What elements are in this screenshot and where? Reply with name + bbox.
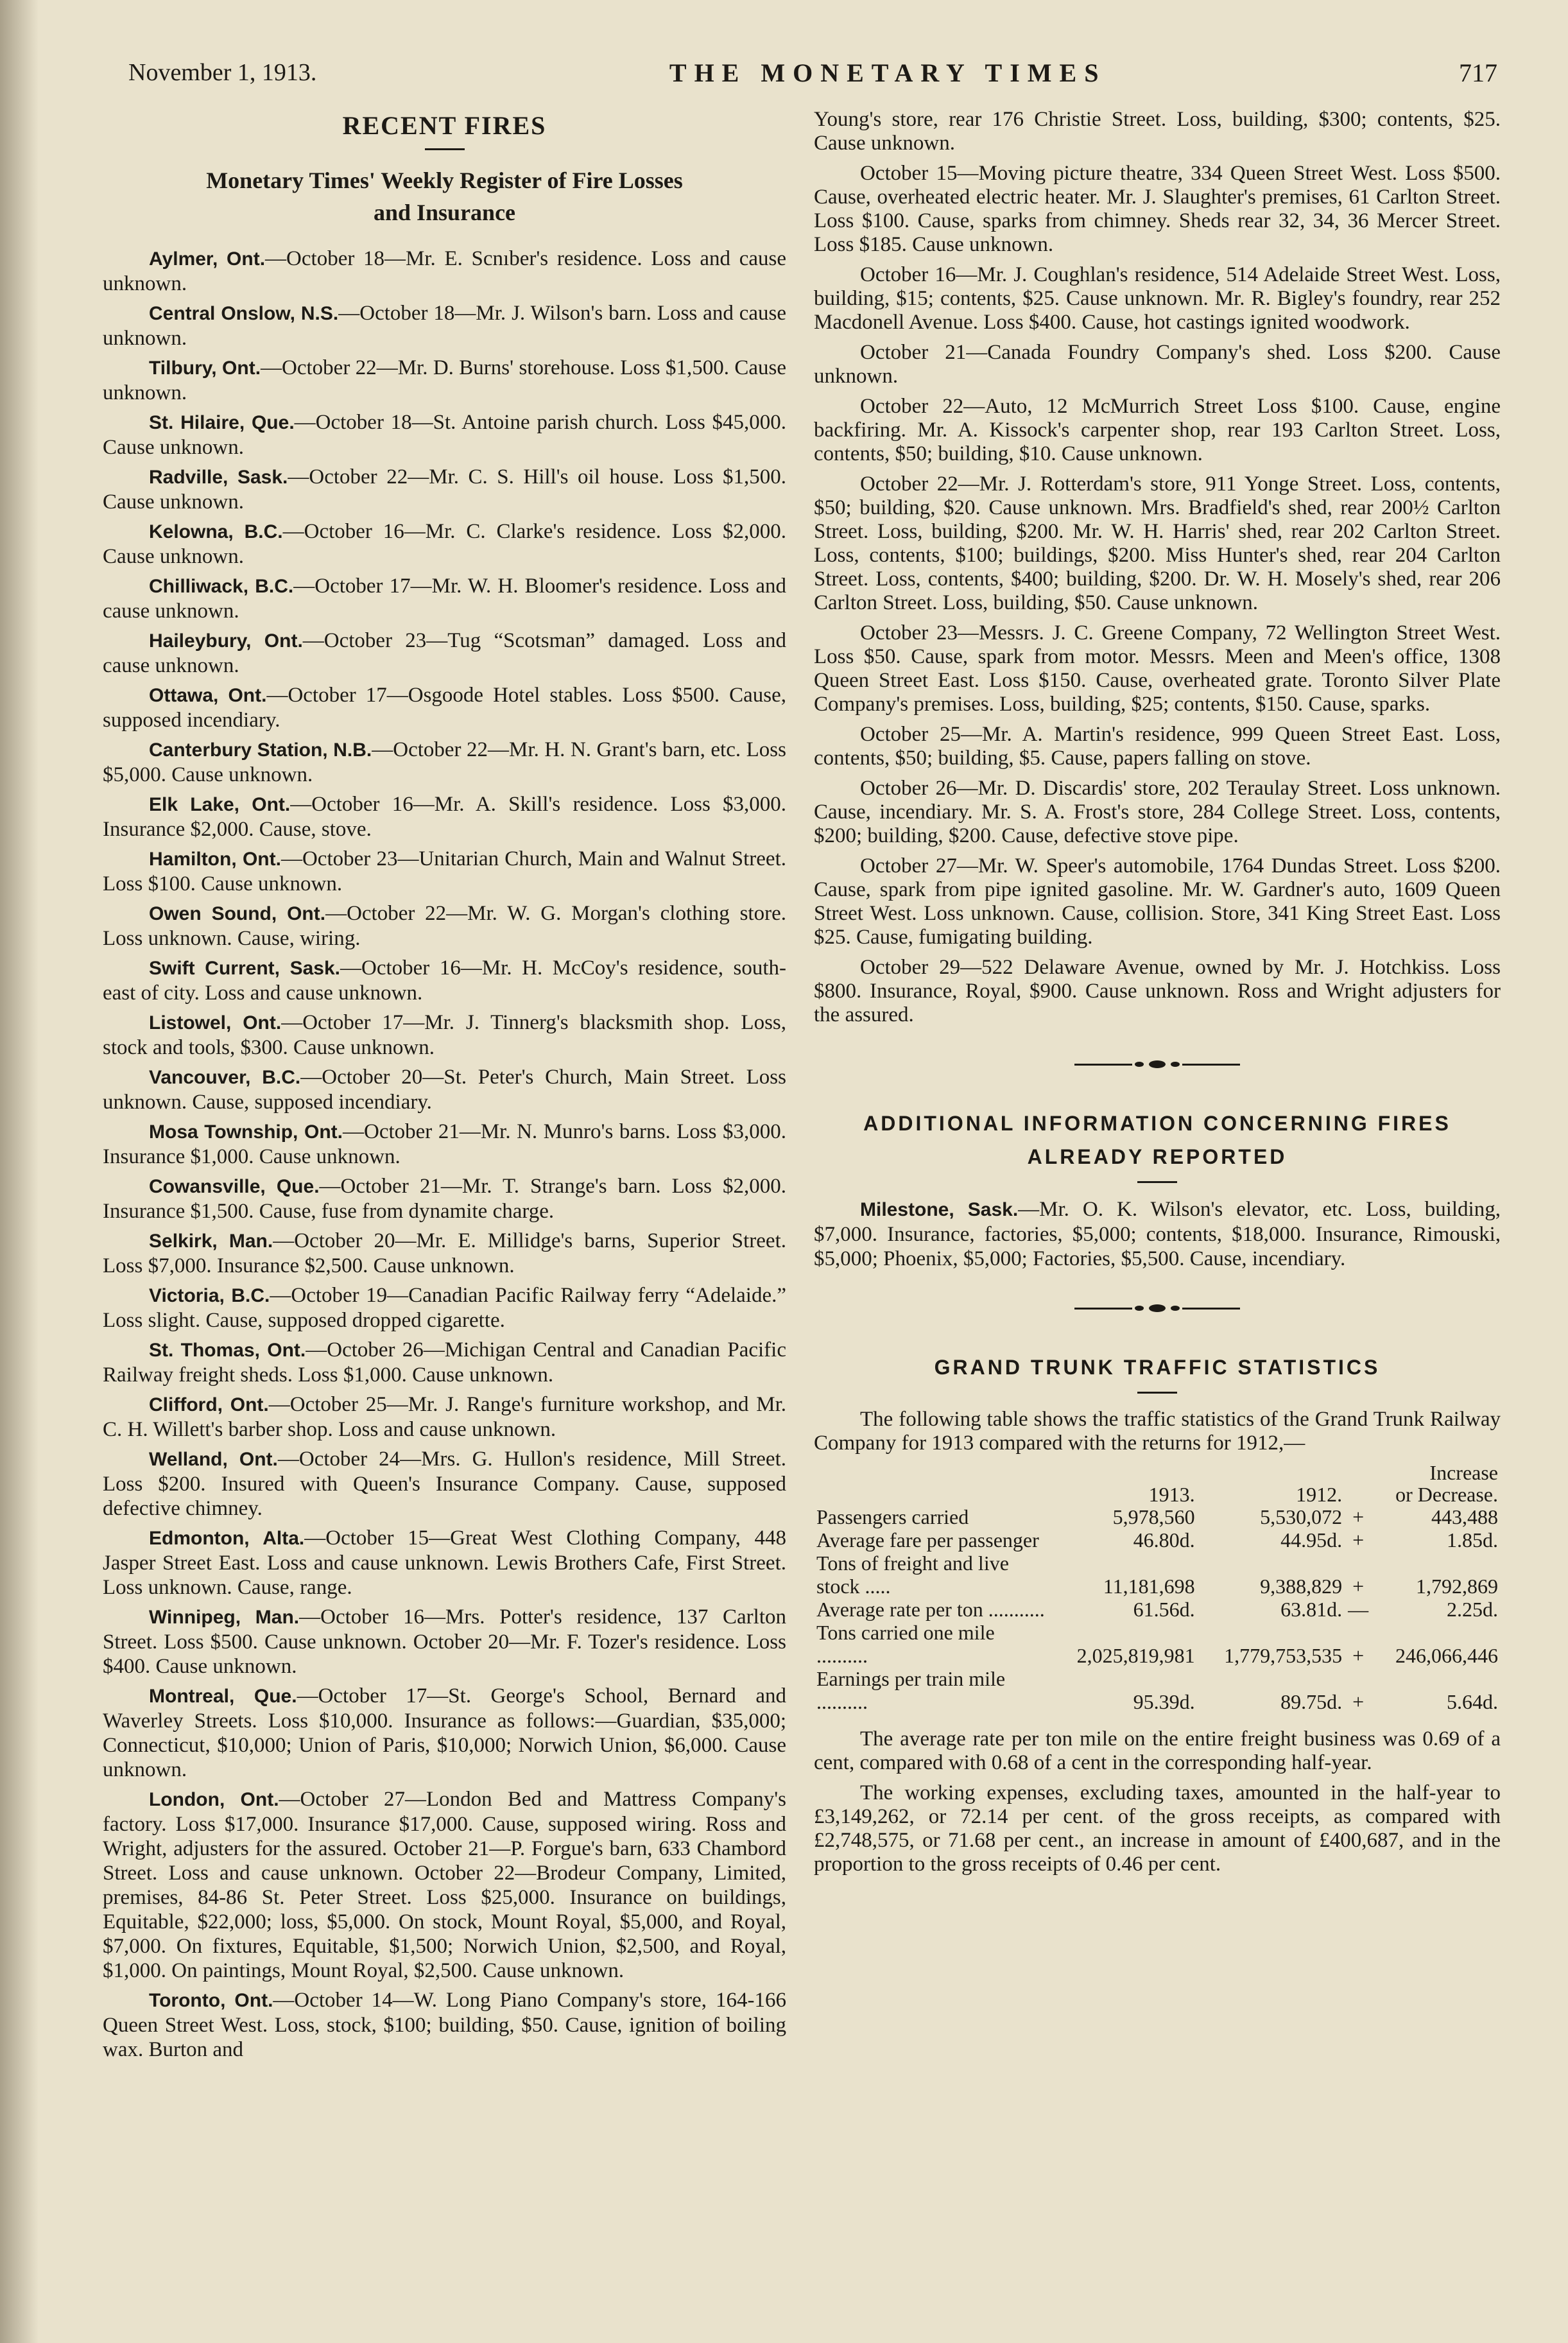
table-row (814, 1667, 1501, 1713)
toronto-paragraph: October 23—Messrs. J. C. Greene Company, 72 Wellington Street West. Loss $50. Cause, spark from motor. Messrs. Meen and Meen's office, 1308 Queen Street East. Loss $150. Cause, overheated grate. Toronto Silver Plate Company's premises. Loss, building, $25; contents, $150. Cause, sparks. (814, 621, 1501, 716)
page-number: 717 (1458, 58, 1497, 87)
fire-entry (103, 410, 786, 460)
fire-entry (103, 956, 786, 1005)
col-header: 1913. (1148, 1483, 1195, 1506)
entry-place: Winnipeg, Man. (149, 1607, 300, 1628)
entry-text: —October 16—Mr. A. Skill's residence. Loss $3,000. Insurance $2,000. Cause, stove. (103, 793, 786, 841)
fire-register-list (103, 246, 786, 2062)
additional-entry (814, 1197, 1501, 1271)
entry-text: —October 27—London Bed and Mattress Company's factory. Loss $17,000. Insurance $17,000. Cause, supposed wiring. Ross and Wright, adjusters for the assured. October 21—P. Forgue's barn, 633 Chambord Street. Loss and cause unknown. October 22—Brodeur Company, Limited, premises, 84-86 St. Peter Street. Loss $25,000. Insurance on buildings, Equitable, $22,000; loss, $5,000. On stock, Mount Royal, $5,000, and Royal, $7,000. On fixtures, Equitable, $1,500; Norwich Union, $2,500, and Royal, $1,000. On paintings, Mount Royal, $2,500. Cause unknown. (103, 1788, 786, 1982)
entry-place: Chilliwack, B.C. (149, 576, 294, 597)
divider (1137, 1392, 1177, 1394)
table-row (814, 1528, 1501, 1552)
entry-text: —October 20—Mr. E. Millidge's barns, Superior Street. Loss $7,000. Insurance $2,500. Cause unknown. (103, 1229, 786, 1277)
entry-text: —October 16—Mr. H. McCoy's residence, south-east of city. Loss and cause unknown. (103, 956, 786, 1005)
cell-sign: + (1352, 1528, 1365, 1552)
toronto-paragraph: October 25—Mr. A. Martin's residence, 999 Queen Street East. Loss, contents, $50; building, $5. Cause, papers falling on stove. (814, 723, 1501, 770)
cell-sign: + (1352, 1575, 1365, 1598)
fire-entry (103, 1447, 786, 1521)
fire-entry (103, 1684, 786, 1782)
entry-place: Welland, Ont. (149, 1449, 278, 1470)
subtitle-line: Monetary Times' Weekly Register of Fire Losses (206, 168, 683, 193)
entry-place: Vancouver, B.C. (149, 1067, 301, 1088)
cell-change: 5.64d. (1447, 1690, 1498, 1713)
title-line: ALREADY REPORTED (1027, 1145, 1288, 1168)
fire-entry (103, 847, 786, 896)
fire-entry (103, 301, 786, 350)
entry-place: Central Onslow, N.S. (149, 303, 339, 324)
cell-v1912: 1,779,753,535 (1224, 1644, 1343, 1667)
entry-place: Clifford, Ont. (149, 1394, 269, 1415)
entry-text: —October 17—Mr. W. H. Bloomer's residence. Loss and cause unknown. (103, 575, 786, 623)
entry-place: Radville, Sask. (149, 467, 288, 488)
fire-entry (103, 1010, 786, 1060)
entry-text: —October 18—Mr. E. Scnıber's residence. Loss and cause unknown. (103, 247, 787, 295)
right-column (814, 108, 1501, 1883)
cell-sign: + (1352, 1644, 1365, 1667)
entry-place: London, Ont. (149, 1789, 279, 1810)
publication-title: THE MONETARY TIMES (669, 58, 1107, 87)
fire-entry (103, 792, 786, 842)
entry-place: Edmonton, Alta. (149, 1528, 305, 1549)
entry-text: —October 21—Mr. T. Strange's barn. Loss $2,000. Insurance $1,500. Cause, fuse from dynamite charge. (103, 1175, 786, 1223)
ornament-divider (814, 1304, 1501, 1312)
entry-place: Toronto, Ont. (149, 1990, 273, 2011)
entry-text: —October 22—Mr. D. Burns' storehouse. Loss $1,500. Cause unknown. (103, 356, 786, 404)
cell-v1912: 44.95d. (1280, 1528, 1343, 1552)
fire-entry (103, 1526, 786, 1600)
table-row (814, 1621, 1501, 1667)
toronto-paragraph: October 22—Mr. J. Rotterdam's store, 911 Yonge Street. Loss, contents, $50; building, $20. Cause unknown. Mrs. Bradfield's shed, rear 200½ Carlton Street. Loss, building, $200. Mr. W. H. Harris' shed, rear 202 Carlton Street. Loss, contents, $100; buildings, $200. Miss Hunter's shed, rear 204 Carlton Street. Loss, contents, $400; building, $200. Dr. W. H. Mosely's shed, rear 206 Carlton Street. Loss, building, $50. Cause unknown. (814, 472, 1501, 614)
cell-v1913: 46.80d. (1133, 1528, 1195, 1552)
col-header: Increase (1429, 1461, 1498, 1484)
entry-text: —October 18—St. Antoine parish church. Loss $45,000. Cause unknown. (103, 411, 786, 459)
entry-place: Victoria, B.C. (149, 1285, 270, 1306)
left-column (103, 108, 786, 2067)
entry-text: —October 22—Mr. C. S. Hill's oil house. Loss $1,500. Cause unknown. (103, 465, 786, 514)
entry-place: Canterbury Station, N.B. (149, 739, 372, 761)
entry-place: Kelowna, B.C. (149, 521, 283, 542)
fire-entry (103, 1065, 786, 1114)
fire-entry (103, 574, 786, 623)
toronto-paragraph: October 16—Mr. J. Coughlan's residence, 514 Adelaide Street West. Loss, building, $15; contents, $25. Cause unknown. Mr. R. Bigley's foundry, rear 252 Macdonell Avenue. Loss $400. Cause, hot castings ignited woodwork. (814, 263, 1501, 334)
entry-text: —October 15—Great West Clothing Company, 448 Jasper Street East. Loss and cause unknown. Lewis Brothers Cafe, First Street. Loss unknown. Cause, range. (103, 1526, 786, 1599)
entry-text: —October 22—Mr. W. G. Morgan's clothing store. Loss unknown. Cause, wiring. (103, 902, 786, 950)
fire-entry (103, 1229, 786, 1278)
cell-sign: + (1352, 1505, 1365, 1528)
traffic-title: GRAND TRUNK TRAFFIC STATISTICS (934, 1356, 1381, 1379)
running-header (128, 50, 1497, 95)
ornament-divider (814, 1060, 1501, 1068)
fire-entry (103, 1605, 786, 1679)
cell-v1913: 95.39d. (1133, 1690, 1195, 1713)
fire-entry (103, 628, 786, 678)
cell-change: 1.85d. (1447, 1528, 1498, 1552)
cell-v1912: 9,388,829 (1260, 1575, 1343, 1598)
fire-entry (103, 1283, 786, 1333)
cell-sign: + (1352, 1690, 1365, 1713)
fire-entry (103, 519, 786, 569)
title-line: ADDITIONAL INFORMATION CONCERNING FIRES (863, 1112, 1451, 1135)
entry-place: Mosa Township, Ont. (149, 1121, 343, 1143)
entry-place: Haileybury, Ont. (149, 630, 303, 652)
entry-text: —October 14—W. Long Piano Company's store, 164-166 Queen Street West. Loss, stock, $100; building, $50. Cause, ignition of boiling wax. Burton and (103, 1989, 786, 2061)
fire-entry (103, 246, 786, 296)
entry-place: Swift Current, Sask. (149, 958, 340, 979)
entry-text: —October 18—Mr. J. Wilson's barn. Loss and cause unknown. (103, 302, 786, 350)
entry-text: —October 24—Mrs. G. Hullon's residence, Mill Street. Loss $200. Insured with Queen's Insurance Company. Cause, supposed defective chimney. (103, 1448, 787, 1520)
toronto-paragraph: October 26—Mr. D. Discardis' store, 202 Teraulay Street. Loss unknown. Cause, incendiary. Mr. S. A. Frost's store, 284 College Street. Loss, contents, $200; building, $200. Cause, defective stove pipe. (814, 777, 1501, 847)
fire-entry (103, 683, 786, 732)
toronto-fires-continued (814, 108, 1501, 1027)
entry-text: —October 16—Mrs. Potter's residence, 137 Carlton Street. Loss $500. Cause unknown. October 20—Mr. F. Tozer's residence. Loss $400. Cause unknown. (103, 1605, 786, 1678)
cell-change: 1,792,869 (1416, 1575, 1498, 1598)
cell-v1913: 61.56d. (1133, 1598, 1195, 1621)
entry-place: Milestone, Sask. (860, 1199, 1019, 1220)
cell-v1912: 5,530,072 (1260, 1505, 1343, 1528)
entry-text: —October 23—Tug “Scotsman” damaged. Loss and cause unknown. (103, 629, 787, 677)
cell-v1912: 89.75d. (1280, 1690, 1343, 1713)
entry-text: —October 22—Mr. H. N. Grant's barn, etc. Loss $5,000. Cause unknown. (103, 738, 786, 786)
entry-text: —October 16—Mr. C. Clarke's residence. Loss $2,000. Cause unknown. (103, 520, 786, 568)
toronto-paragraph: October 29—522 Delaware Avenue, owned by Mr. J. Hotchkiss. Loss $800. Insurance, Royal, $900. Cause unknown. Ross and Wright adjusters for the assured. (814, 956, 1501, 1026)
entry-text: —October 19—Canadian Pacific Railway ferry “Adelaide.” Loss slight. Cause, supposed dropped cigarette. (103, 1284, 786, 1332)
fire-entry (103, 1338, 786, 1387)
fire-entry (103, 1174, 786, 1223)
entry-text: —October 25—Mr. J. Range's furniture workshop, and Mr. C. H. Willett's barber shop. Loss and cause unknown. (103, 1393, 786, 1441)
cell-label: Earnings per train mile .......... (816, 1667, 1006, 1713)
fire-entry (103, 465, 786, 514)
table-row (814, 1598, 1501, 1621)
entry-place: St. Hilaire, Que. (149, 412, 295, 433)
entry-text: —October 23—Unitarian Church, Main and Walnut Street. Loss $100. Cause unknown. (103, 847, 786, 895)
entry-place: Cowansville, Que. (149, 1176, 320, 1197)
entry-place: Selkirk, Man. (149, 1231, 273, 1252)
fire-entry (103, 356, 786, 405)
fire-entry (103, 1787, 786, 1983)
entry-place: Elk Lake, Ont. (149, 794, 291, 815)
traffic-intro: The following table shows the traffic statistics of the Grand Trunk Railway Company for 1913 compared with the returns for 1912,— (814, 1408, 1501, 1455)
fire-entry (103, 1988, 786, 2062)
table-row (814, 1505, 1501, 1528)
cell-label: Tons carried one mile .......... (816, 1621, 995, 1667)
entry-text: —October 26—Michigan Central and Canadian Pacific Railway freight sheds. Loss $1,000. Cause unknown. (103, 1338, 786, 1387)
toronto-paragraph: October 27—Mr. W. Speer's automobile, 1764 Dundas Street. Loss $200. Cause, spark from pipe ignited gasoline. Mr. W. Gardner's auto, 1609 Queen Street West. Loss unknown. Cause, collision. Store, 341 King Street East. Loss $25. Cause, fumigating building. (814, 854, 1501, 949)
entry-place: Ottawa, Ont. (149, 685, 267, 706)
entry-text: —Mr. O. K. Wilson's elevator, etc. Loss, building, $7,000. Insurance, factories, $5,000; contents, $18,000. Insurance, Rimouski, $5,000; Phoenix, $5,000; Factories, $5,500. Cause, incendiary. (814, 1198, 1501, 1270)
cell-label: Passengers carried (816, 1505, 969, 1528)
cell-label: Average rate per ton ........... (816, 1598, 1045, 1621)
additional-info-title (814, 1107, 1501, 1173)
col-header: 1912. (1296, 1483, 1343, 1506)
page-gutter (0, 0, 39, 2343)
entry-text: —October 20—St. Peter's Church, Main Street. Loss unknown. Cause, supposed incendiary. (103, 1066, 786, 1114)
entry-text: —October 17—Mr. J. Tinnerg's blacksmith shop. Loss, stock and tools, $300. Cause unknown. (103, 1011, 787, 1059)
toronto-paragraph: Young's store, rear 176 Christie Street. Loss, building, $300; contents, $25. Cause unknown. (814, 108, 1501, 155)
fire-entry (103, 738, 786, 787)
traffic-paragraph: The working expenses, excluding taxes, amounted in the half-year to £3,149,262, or 72.14 per cent. of the gross receipts, as compared with £2,748,575, or 71.68 per cent., an increase in amount of £400,687, and in the proportion to the gross receipts of 0.46 per cent. (814, 1781, 1501, 1876)
traffic-paragraph: The average rate per ton mile on the entire freight business was 0.69 of a cent, compared with 0.68 of a cent in the corresponding half-year. (814, 1727, 1501, 1774)
divider (1137, 1181, 1177, 1183)
cell-v1913: 2,025,819,981 (1076, 1644, 1195, 1667)
toronto-paragraph: October 21—Canada Foundry Company's shed. Loss $200. Cause unknown. (814, 341, 1501, 388)
entry-place: Tilbury, Ont. (149, 358, 261, 379)
entry-text: —October 21—Mr. N. Munro's barns. Loss $3,000. Insurance $1,000. Cause unknown. (103, 1120, 786, 1168)
cell-label: Tons of freight and live stock ..... (816, 1552, 1009, 1598)
entry-place: Hamilton, Ont. (149, 849, 281, 870)
cell-label: Average fare per passenger (816, 1528, 1039, 1552)
toronto-paragraph: October 15—Moving picture theatre, 334 Queen Street West. Loss $500. Cause, overheated electric heater. Mr. J. Slaughter's premises, 61 Carlton Street. Loss $100. Cause, sparks from chimney. Sheds rear 32, 34, 36 Mercer Street. Loss $185. Cause unknown. (814, 162, 1501, 256)
subtitle-line: and Insurance (373, 200, 516, 225)
issue-date: November 1, 1913. (128, 59, 317, 86)
entry-place: Listowel, Ont. (149, 1012, 282, 1033)
entry-text: —October 17—Osgoode Hotel stables. Loss $500. Cause, supposed incendiary. (103, 684, 786, 732)
traffic-table (814, 1462, 1501, 1713)
entry-place: Montreal, Que. (149, 1686, 297, 1707)
fire-entry (103, 901, 786, 951)
cell-v1913: 11,181,698 (1103, 1575, 1195, 1598)
entry-text: —October 17—St. George's School, Bernard and Waverley Streets. Loss $10,000. Insurance as follows:—Guardian, $35,000; Connecticut, $10,000; Union of Paris, $10,000; Norwich Union, $6,000. Cause unknown. (103, 1684, 786, 1781)
entry-place: Aylmer, Ont. (149, 248, 266, 270)
entry-place: Owen Sound, Ont. (149, 903, 326, 924)
fire-entry (103, 1392, 786, 1442)
toronto-paragraph: October 22—Auto, 12 McMurrich Street Loss $100. Cause, engine backfiring. Mr. A. Kissock's carpenter shop, rear 193 Carlton Street. Loss, contents, $50; building, $10. Cause unknown. (814, 395, 1501, 465)
entry-place: St. Thomas, Ont. (149, 1340, 306, 1361)
section-title: RECENT FIRES (342, 111, 547, 140)
cell-v1913: 5,978,560 (1112, 1505, 1195, 1528)
cell-change: 2.25d. (1447, 1598, 1498, 1621)
table-row (814, 1552, 1501, 1598)
section-subtitle (103, 164, 786, 229)
cell-v1912: 63.81d. (1280, 1598, 1343, 1621)
cell-sign: — (1348, 1598, 1369, 1621)
col-header: or Decrease. (1395, 1483, 1498, 1506)
divider (425, 148, 465, 150)
fire-entry (103, 1120, 786, 1169)
cell-change: 443,488 (1431, 1505, 1498, 1528)
cell-change: 246,066,446 (1395, 1644, 1498, 1667)
